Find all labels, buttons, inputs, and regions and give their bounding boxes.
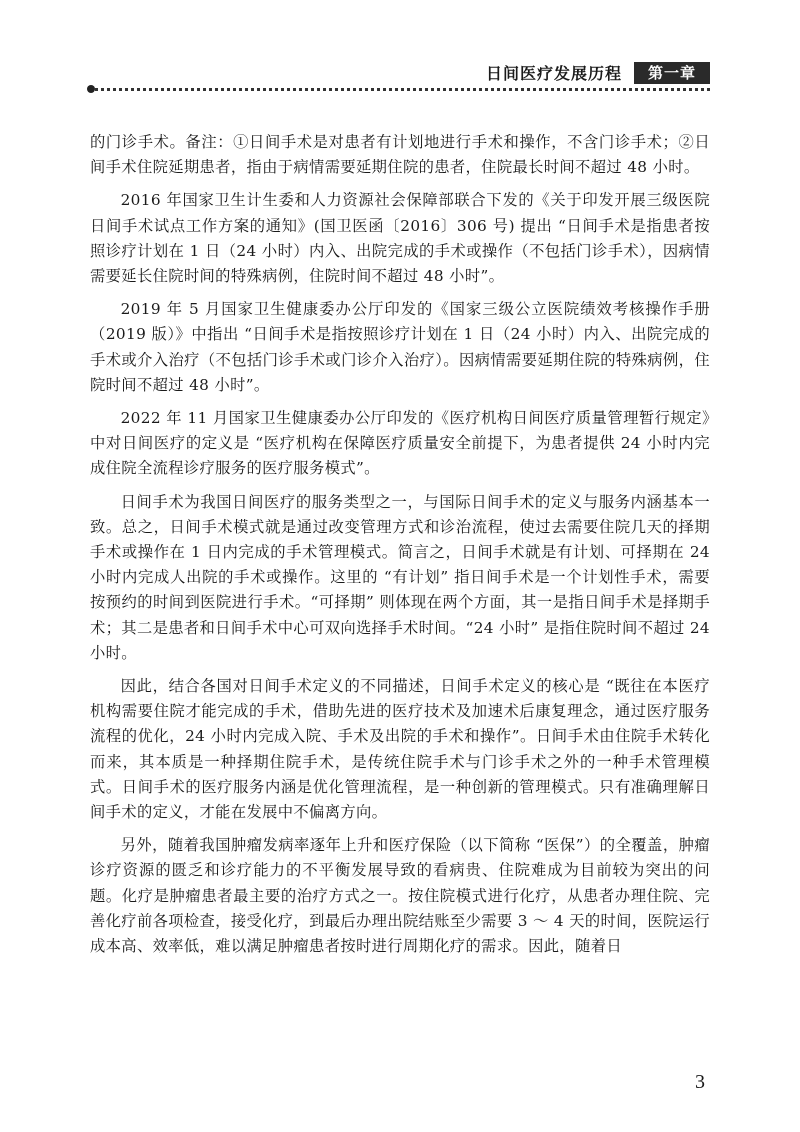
header-rule-bullet	[87, 85, 95, 93]
chapter-label: 第一章	[634, 62, 710, 84]
paragraph: 2016 年国家卫生计生委和人力资源社会保障部联合下发的《关于印发开展三级医院日间手术试点工作方案的通知》(国卫医函〔2016〕306 号) 提出 “日间手术是指患者按照诊疗计划在 1 日（24 小时）内入、出院完成的手术或操作（不包括门诊手术），因病情需要延长住院时间的特殊病例，住院时间不超过 48 小时”。	[90, 191, 710, 286]
paragraph: 日间手术为我国日间医疗的服务类型之一，与国际日间手术的定义与服务内涵基本一致。总之，日间手术模式就是通过改变管理方式和诊治流程，使过去需要住院几天的择期手术或操作在 1 日内完成的手术管理模式。简言之，日间手术就是有计划、可择期在 24 小时内完成人出院的手术或操作。这里的 “有计划” 指日间手术是一个计划性手术，需要按预约的时间到医院进行手术。“可择期” 则体现在两个方面，其一是指日间手术是择期手术；其二是患者和日间手术中心可双向选择手术时间。“24 小时” 是指住院时间不超过 24 小时。	[90, 492, 710, 662]
running-header	[90, 64, 710, 90]
header-dotted-rule	[90, 88, 710, 91]
paragraph: 2022 年 11 月国家卫生健康委办公厅印发的《医疗机构日间医疗质量管理暂行规定》中对日间医疗的定义是 “医疗机构在保障医疗质量安全前提下，为患者提供 24 小时内完成住院全流程诊疗服务的医疗服务模式”。	[90, 409, 710, 478]
body-text	[90, 130, 710, 967]
running-header-title: 日间医疗发展历程	[485, 64, 622, 83]
paragraph: 的门诊手术。备注：①日间手术是对患者有计划地进行手术和操作，不含门诊手术；②日间手术住院延期患者，指由于病情需要延期住院的患者，住院最长时间不超过 48 小时。	[90, 133, 710, 177]
paragraph: 因此，结合各国对日间手术定义的不同描述，日间手术定义的核心是 “既往在本医疗机构需要住院才能完成的手术，借助先进的医疗技术及加速术后康复理念，通过医疗服务流程的优化，24 小时内完成入院、手术及出院的手术和操作”。日间手术由住院手术转化而来，其本质是一种择期住院手术，是传统住院手术与门诊手术之外的一种手术管理模式。日间手术的医疗服务内涵是优化管理流程，是一种创新的管理模式。只有准确理解日间手术的定义，才能在发展中不偏离方向。	[90, 677, 710, 822]
paragraph: 另外，随着我国肿瘤发病率逐年上升和医疗保险（以下简称 “医保”）的全覆盖，肿瘤诊疗资源的匮乏和诊疗能力的不平衡发展导致的看病贵、住院难成为目前较为突出的问题。化疗是肿瘤患者最主要的治疗方式之一。按住院模式进行化疗，从患者办理住院、完善化疗前各项检查，接受化疗，到最后办理出院结账至少需要 3 ～ 4 天的时间，医院运行成本高、效率低，难以满足肿瘤患者按时进行周期化疗的需求。因此，随着日	[90, 836, 710, 956]
paragraph: 2019 年 5 月国家卫生健康委办公厅印发的《国家三级公立医院绩效考核操作手册（2019 版）》中指出 “日间手术是指按照诊疗计划在 1 日（24 小时）内入、出院完成的手术或介入治疗（不包括门诊手术或门诊介入治疗）。因病情需要延期住院的特殊病例，住院时间不超过 48 小时”。	[90, 300, 710, 394]
page-number: 3	[695, 1071, 705, 1093]
